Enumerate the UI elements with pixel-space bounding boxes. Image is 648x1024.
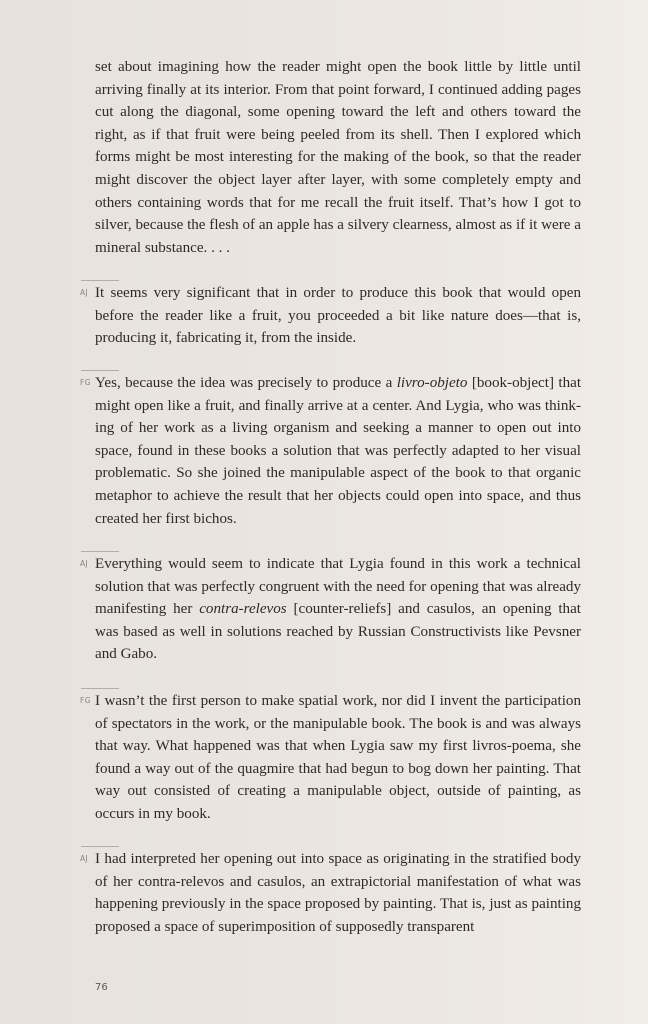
- speaker-label: FG: [80, 378, 91, 387]
- paragraph-aj-1: [95, 282, 581, 350]
- separator-rule: [81, 551, 119, 552]
- speaker-label: AJ: [80, 288, 89, 297]
- paragraph-text: [counter-reliefs] and casulos, an opening that was based as well in solutions reached by Russian Constructivists like Pevsner and Gabo.: [95, 601, 581, 663]
- page-number: 76: [95, 982, 108, 993]
- paragraph-text: Yes, because the idea was precisely to produce a: [95, 375, 397, 391]
- paragraph-text: I wasn’t the first person to make spatial work, nor did I invent the participation of spectators in the work, or the manipulable book. The book is and was always that way. What happened was that when Lygia saw my first livros-poema, she found a way out of the quagmire that had begun to bog down her painting. That way out consisted of creating a manipulable object, outside of painting, as occurs in my book.: [95, 693, 581, 822]
- speaker-label: AJ: [80, 559, 89, 568]
- separator-rule: [81, 846, 119, 847]
- paragraph-text: [book-object] that might open like a fruit, and finally arrive at a center. And Lygia, who was thinking of her work as a living organism and seeking a manner to open out into space, found in these books a solution that was perfectly adapted to her visual problematic. So she joined the manipulable aspect of the book to that organic metaphor to achieve the result that her objects could open into space, and thus created her first bichos.: [95, 375, 582, 527]
- paragraph-text: Everything would seem to indicate that Lygia found in this work a technical solution that was perfectly congruent with the need for opening that was already manifesting her: [95, 556, 581, 618]
- paragraph-fg-2: [95, 690, 581, 826]
- italic-term: livro-objeto: [396, 375, 468, 391]
- paragraph-aj-2: [95, 553, 581, 666]
- paragraph-continuation: [95, 56, 581, 259]
- separator-rule: [81, 370, 119, 371]
- italic-term: contra-relevos: [199, 601, 287, 618]
- paragraph-text: set about imagining how the reader might open the book little by little until arriving finally at its interior. From that point forward, I continued adding pages cut along the diagonal, some opening toward the left and others toward the right, as if that fruit were being peeled from its shell. Then I explored which forms might be most interesting for the making of the book, so that the reader might discover the object layer after layer, with some completely empty and others containing words that for me recall the fruit itself. That’s how I got to silver, because the flesh of an apple has a silvery clearness, almost as if it were a mineral substance. . . .: [95, 59, 581, 256]
- paragraph-fg-1: [95, 372, 581, 530]
- paragraph-text: I had interpreted her opening out into space as originating in the stratified body of her contra-relevos and casulos, an extrapictorial manifestation of what was happening previously in the space proposed by painting. That is, just as painting proposed a space of superimposition of supposedly transparent: [95, 851, 581, 935]
- paragraph-text: It seems very significant that in order to produce this book that would open before the reader like a fruit, you proceeded a bit like nature does—that is, producing it, fabricating it, from the inside.: [95, 285, 581, 347]
- separator-rule: [81, 688, 119, 689]
- paragraph-aj-3: [95, 848, 581, 938]
- speaker-label: AJ: [80, 854, 89, 863]
- speaker-label: FG: [80, 696, 91, 705]
- separator-rule: [81, 280, 119, 281]
